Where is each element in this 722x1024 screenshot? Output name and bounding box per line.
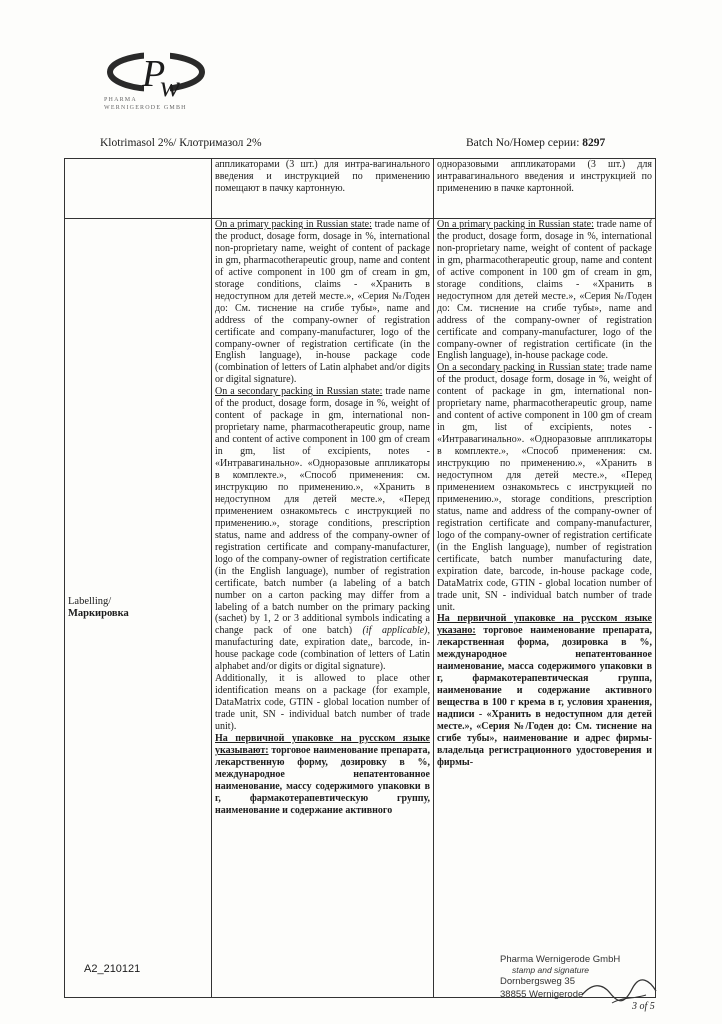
svg-text:P: P <box>142 53 166 95</box>
russian-text-left: торговое наименование препарата, лекарственную форму, дозировку в %, международное непатентованное наименование, массу содержимого упаковки в г, фармакотерапевтическую группу, наименование и содержание активного <box>215 744 430 816</box>
primary-heading-right: On a primary packing in Russian state: <box>437 219 594 230</box>
packing-text-right <box>434 159 656 219</box>
batch-label: Batch No/Номер серии: <box>466 137 580 149</box>
batch-number: 8297 <box>582 137 606 149</box>
secondary-packing-left <box>215 386 430 673</box>
secondary-packing-right <box>437 362 652 613</box>
russian-heading-right: На первичной упаковке на русском языке указано: <box>437 613 652 637</box>
labelling-text-right <box>434 219 656 998</box>
product-name: Klotrimasol 2%/ Клотримазол 2% <box>100 137 262 149</box>
primary-packing-right <box>437 219 652 362</box>
specification-table <box>64 158 656 998</box>
secondary-text2-left: , manufacturing date, expiration date,, barcode, in-house package code (combination of letters of Latin alphabet and/or digits or digital signature). <box>215 625 430 673</box>
russian-primary-left <box>215 733 430 817</box>
secondary-italic-left: (if applicable) <box>362 625 428 637</box>
russian-primary-right <box>437 613 652 768</box>
svg-text:w: w <box>160 70 181 103</box>
document-code: A2_210121 <box>84 963 141 975</box>
primary-text-right: trade name of the product, dosage form, dosage in %, international non-proprietary name, weight of content of package in gm, pharmacotherapeutic group, name and content of active component in 100 gm of cream in gm, storage conditions, claims - «Хранить в недоступном для детей месте.», «Серия №/Годен до: См. тиснение на сгибе тубы», name and address of the company-owner of registration certificate and company-manufacturer, logo of the company-owner of registration certificate (in the English language), in-house package code. <box>437 219 652 362</box>
secondary-text-left: trade name of the product, dosage form, dosage in %, weight of content of package in gm, international non-proprietary name, pharmacotherapeutic group, name and content of active component in 100 gm of cream in gm, list of excipients, notes - «Интравагинально». «Одноразовые аппликаторы в комплекте.», «Способ применения: см. инструкцию по применению.», «Хранить в недоступном для детей месте.», «Перед применением ознакомьтесь с инструкцией по применению.», storage conditions, prescription status, name and address of the company-owner of registration certificate and company-manufacturer, logo of the company-owner of registration certificate (in the English language), number of registration certificate, batch number (a labeling of a batch number on a carton packing may differ from a labeling of a batch number on the primary packing (sachet) by 1, 2 or 3 additional symbols indicating a change pack of one batch) <box>215 386 431 637</box>
batch-info <box>466 137 605 149</box>
table-row <box>65 219 656 998</box>
label-english: Labelling/ <box>68 596 112 608</box>
packing-paragraph-right: одноразовыми аппликаторами (3 шт.) для интравагинального введения и инструкцией по применению в пачке картонной. <box>437 159 652 194</box>
table-row <box>65 159 656 219</box>
page-number: 3 of 5 <box>632 1001 655 1012</box>
russian-text-right: торговое наименование препарата, лекарственная форма, дозировка в %, международное непатентованное наименование, масса содержимого упаковки в г, фармакотерапевтическая группа, наименование и содержание активного вещества в 100 г крема в г, условия хранения, надписи - «Хранить в недоступном для детей месте.», «Серия №/Годен до: См. тиснение на сгибе тубы», наименование и адрес фирмы-владельца регистрационного удостоверения и фирмы- <box>437 625 652 768</box>
russian-heading-left: На первичной упаковке на русском языке указывают: <box>215 732 430 756</box>
primary-packing-left <box>215 219 430 386</box>
signature <box>572 975 662 1013</box>
secondary-heading-right: On a secondary packing in Russian state: <box>437 362 605 374</box>
logo-text-line-1: PHARMA <box>104 97 137 103</box>
signature-note: stamp and signature <box>512 965 590 975</box>
primary-heading-left: On a primary packing in Russian state: <box>215 219 372 230</box>
packing-paragraph-left: аппликаторами (3 шт.) для интра-вагинального введения и инструкцией по применению помещают в пачку картонную. <box>215 159 430 194</box>
stamp-line-2: Dornbergsweg 35 <box>500 976 575 987</box>
secondary-text-right: trade name of the product, dosage form, dosage in %, weight of content of package in gm, international non-proprietary name, pharmacotherapeutic group, name and content of active component in 100 gm of cream in gm, list of excipients, notes - «Интравагинально». «Одноразовые аппликаторы в комплекте.», «Способ применения: см. инструкцию по применению.», «Хранить в недоступном для детей месте.», «Перед применением ознакомьтесь с инструкцией по применению.», storage conditions, prescription status, name and address of the company-owner of registration certificate and company-manufacturer, logo of the company-owner of registration certificate (in the English language), number of registration certificate, batch number manufacturing date, expiration date, barcode, in-house package code, DataMatrix code, GTIN - global location number of trade unit, SN - individual batch number of trade unit. <box>437 362 653 613</box>
secondary-heading-left: On a secondary packing in Russian state: <box>215 386 383 398</box>
row-label-empty <box>65 159 212 219</box>
logo-text-line-2: WERNIGERODE GMBH <box>104 105 187 111</box>
stamp-line-3: 38855 Wernigerode <box>500 989 584 1000</box>
labelling-text-left <box>212 219 434 998</box>
packing-text-left <box>212 159 434 219</box>
label-russian: Маркировка <box>68 608 129 619</box>
primary-text-left: trade name of the product, dosage form, dosage in %, international non-proprietary name, weight of content of package in gm, pharmacotherapeutic group, name and content of active component in 100 gm of cream in gm, storage conditions, claims - «Хранить в недоступном для детей месте.», «Серия №/Годен до: См. тиснение на сгибе тубы», name and address of the company-owner of registration certificate and company-manufacturer, logo of the company-owner of registration certificate (in the English language), in-house package code (combination of letters of Latin alphabet and/or digits or digital signature). <box>215 219 430 386</box>
stamp-line-1: Pharma Wernigerode GmbH <box>500 954 621 965</box>
labelling-label-cell <box>65 219 212 998</box>
additional-means-left: Additionally, it is allowed to place other identification means on a package (for example, DataMatrix code, GTIN - global location number of trade unit, SN - individual batch number of trade unit). <box>215 673 430 733</box>
